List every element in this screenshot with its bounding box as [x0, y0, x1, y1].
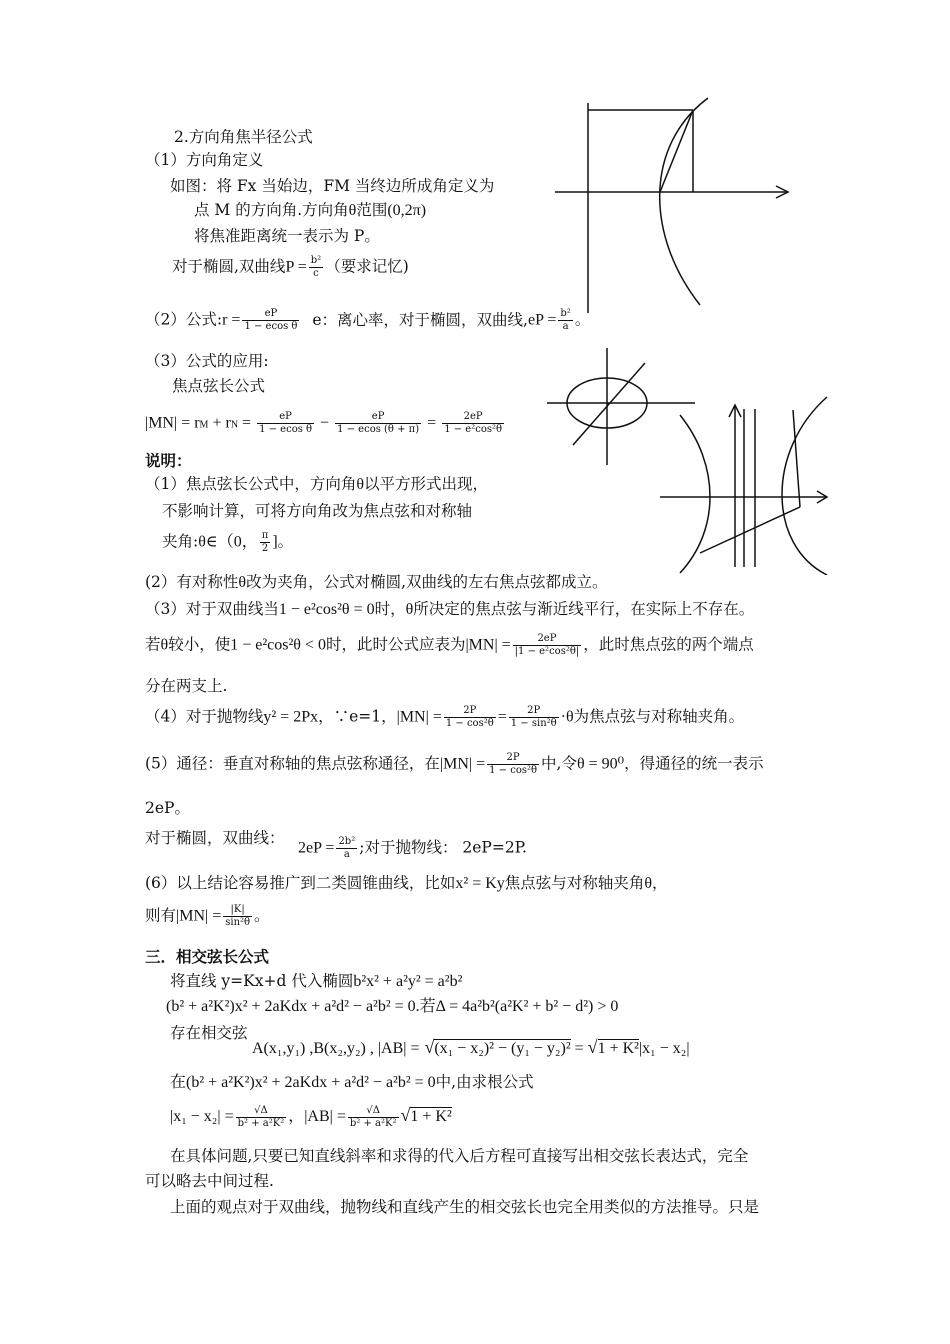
text: 若	[145, 635, 161, 654]
fraction: $\frac{\pi}{2}$	[261, 530, 269, 554]
paragraph-line: 对于椭圆，双曲线：	[145, 829, 285, 847]
paragraph-line	[170, 970, 462, 993]
section-title: 三．相交弦长公式	[145, 947, 270, 966]
paragraph-line: 2eP。	[145, 799, 190, 817]
paragraph-line	[145, 598, 754, 621]
hyperbola-left-branch	[680, 415, 710, 573]
theta: θ	[644, 875, 652, 892]
subscript: N	[230, 419, 239, 431]
text: 时，此时公式应表为	[325, 635, 466, 654]
formula: |MN| =	[176, 907, 222, 925]
formula: 1 + K²	[597, 1040, 639, 1057]
formula: −	[316, 414, 334, 432]
note-head: 说明：	[145, 451, 192, 470]
paragraph-line	[145, 904, 270, 929]
text: ，得通径的统一表示	[624, 754, 764, 773]
range: (0,2π)	[387, 202, 427, 219]
formula-line	[170, 1071, 534, 1094]
formula: (x₁ − x₂)² − (y₁ − y₂)²	[434, 1040, 571, 1057]
formula-line: A(x₁,y₁) ,B(x₂,y₂) , |AB| = √(x₁ − x₂)² − (y₁ − y₂)² = √1 + K²|x₁ − x₂|	[252, 1037, 690, 1057]
formula-line	[298, 836, 527, 861]
formula: eP =	[527, 311, 557, 329]
text: 中,令	[541, 754, 577, 773]
fraction: $\frac{|K|}{\text{sin²θ}}$	[225, 904, 251, 928]
paragraph-line	[162, 530, 293, 555]
text: e：离心率，对于椭圆，双曲线,	[312, 310, 528, 329]
fraction: $\frac{2eP}{\text{|1 − e²cos²θ|}}$	[514, 633, 580, 657]
text: （要求记忆)	[325, 257, 409, 276]
formula: A(x₁,y₁) ,B(x₂,y₂) , |AB| =	[252, 1040, 420, 1057]
focal-radius	[660, 110, 693, 192]
text: 夹角:	[162, 532, 199, 551]
theta: θ	[238, 574, 247, 591]
formula: ，|AB| =	[288, 1108, 346, 1125]
paragraph-line: 可以略去中间过程.	[145, 1172, 274, 1190]
paragraph-line: 不影响计算，可将方向角改为焦点弦和对称轴	[162, 502, 473, 520]
paragraph-line: 上面的观点对于双曲线，抛物线和直线产生的相交弦长也完全用类似的方法推导。只是	[170, 1198, 760, 1216]
focal-radius-figure	[550, 95, 800, 320]
formula: θ∈（0，	[198, 533, 258, 551]
text: ，	[651, 874, 668, 892]
chord-segment	[793, 410, 800, 507]
formula: |MN| = r	[145, 414, 200, 432]
hyperbola-right-branch	[782, 397, 827, 575]
text: ，∵e=1，	[318, 707, 397, 726]
paragraph-line: 如图：将 Fx 当始边，FM 当终边所成角定义为	[170, 177, 495, 195]
fraction: $\frac{2P}{\text{1 − cos²θ}}$	[445, 705, 494, 729]
fraction: $\frac{√\Delta}{\text{b² + a²K²}}$	[237, 1104, 285, 1129]
paragraph-line	[194, 199, 426, 222]
formula-line: |x₁ − x₂| = $\frac{√\Delta}{\text{b² + a²K²}}$ ，|AB| = $\frac{√\Delta}{\text{b² + a²K²}}$ √1 + K²	[170, 1104, 452, 1129]
subsection-sub: 焦点弦长公式	[172, 377, 266, 395]
fraction: $\frac{√\Delta}{\text{b² + a²K²}}$	[349, 1104, 397, 1129]
subsection-head: （3）公式的应用:	[145, 352, 269, 370]
subscript: M	[199, 419, 209, 431]
formula-line	[145, 308, 590, 333]
fraction: $\frac{\text{2b²}}{a}$	[338, 836, 356, 860]
formula: r =	[222, 311, 241, 329]
formula: ·θ	[560, 708, 574, 726]
subsection-head: （1）方向角定义	[145, 151, 264, 169]
fraction: $\frac{\text{b²}}{c}$	[310, 255, 322, 279]
text: (2）有对称性	[145, 573, 239, 591]
formula: θ = 90⁰	[576, 755, 625, 773]
formula: P =	[285, 258, 307, 276]
text: 。	[277, 532, 294, 551]
formula: =	[238, 414, 256, 432]
formula: |MN| =	[465, 636, 511, 654]
text: （3）对于双曲线当	[145, 600, 279, 618]
paragraph-line	[145, 473, 488, 496]
text: 对于椭圆,双曲线	[172, 257, 286, 276]
fraction: $\frac{2P}{\text{1 − sin²θ}}$	[510, 705, 557, 729]
formula-line	[145, 411, 506, 437]
paragraph-line: 分在两支上.	[145, 677, 228, 695]
fraction: $\frac{eP}{\text{1 − ecos θ}}$	[244, 308, 298, 332]
text: 。	[254, 906, 270, 925]
text: 以平方形式出现，	[364, 475, 489, 493]
text: ;对于抛物线： 2eP=2P.	[359, 838, 527, 857]
formula: =	[423, 414, 441, 432]
text: 则有	[145, 906, 177, 925]
text: 将直线 y=Kx+d 代入椭圆	[170, 972, 354, 990]
formula-line: (b² + a²K²)x² + 2aKdx + a²d² − a²b² = 0.若Δ = 4a²b²(a²K² + b² − d²) > 0	[166, 998, 619, 1015]
text: 所决定的焦点弦与渐近线平行，在实际上不存在。	[413, 600, 755, 618]
formula: 1 − e²cos²θ < 0	[230, 636, 326, 654]
text: (6）以上结论容易推广到二类圆锥曲线，比如	[145, 874, 456, 892]
focal-chord	[573, 363, 645, 445]
formula: y² = 2Px	[263, 708, 319, 726]
formula: |MN| =	[439, 755, 486, 773]
text: 点 M 的方向角.方向角	[194, 201, 349, 219]
fraction: $\frac{eP}{\text{1 − ecos θ}}$	[259, 411, 313, 435]
text: 。	[574, 310, 591, 329]
formula: 1 − e²cos²θ = 0	[278, 601, 375, 618]
text: ，此时焦点弦的两个端点	[583, 635, 754, 654]
focal-chord	[700, 507, 800, 553]
paragraph-line: 在具体问题,只要已知直线斜率和求得的代入后方程可直接写出相交弦长表达式，完全	[170, 1147, 749, 1165]
formula: + r	[208, 414, 231, 432]
formula: 1 + K²	[410, 1108, 452, 1125]
paragraph-line	[172, 255, 409, 280]
formula: |MN| =	[396, 708, 442, 726]
theta: θ	[348, 202, 357, 219]
paragraph-line: 将焦准距离统一表示为 P。	[194, 227, 380, 245]
paragraph-line: 存在相交弦	[170, 1024, 248, 1042]
hyperbola-figure	[655, 395, 835, 575]
formula: =	[570, 1040, 588, 1057]
paragraph-line	[145, 571, 608, 594]
formula: 2eP =	[298, 839, 335, 857]
fraction: $\frac{eP}{1 - ecos (\theta + \pi)}$	[337, 411, 420, 435]
text: 改为夹角，公式对椭圆,双曲线的左右焦点弦都成立。	[246, 573, 608, 591]
text: 中,由求根公式	[435, 1073, 534, 1091]
text: 时，	[374, 600, 406, 618]
theta: θ	[160, 636, 169, 654]
section-title: 2.方向角焦半径公式	[174, 128, 313, 146]
formula: |x₁ − x₂|	[638, 1040, 690, 1057]
text: （4）对于抛物线	[145, 707, 264, 726]
text: (5）通径：垂直对称轴的焦点弦称通径，在	[145, 754, 440, 773]
text: 范围	[356, 201, 388, 219]
text: （1）焦点弦长公式中，方向角	[145, 475, 357, 493]
text: 较小，使	[168, 635, 231, 654]
formula: ]	[272, 533, 278, 551]
paragraph-line: （4）对于抛物线y² = 2Px，∵e=1，|MN| = $\frac{2P}{\text{1 − cos²θ}}$ = $\frac{2P}{\text{1 − sin²θ}}$ ·θ为焦点弦与对称轴夹角。	[145, 705, 745, 729]
formula: 在(b² + a²K²)x² + 2aKdx + a²d² − a²b² = 0	[170, 1074, 436, 1091]
fraction: $\frac{2eP}{\text{1 − e²cos²θ}}$	[444, 411, 503, 435]
formula: b²x² + a²y² = a²b²	[353, 973, 463, 990]
fraction: $\frac{\text{b²}}{a}$	[560, 308, 571, 332]
paragraph-line	[145, 633, 754, 658]
theta: θ	[405, 601, 414, 618]
paragraph-line	[145, 752, 764, 777]
fraction: $\frac{2P}{\text{1 − cos²θ}}$	[489, 752, 538, 776]
text: 焦点弦与对称轴夹角	[504, 874, 645, 892]
conic-curve	[660, 98, 708, 305]
theta: θ	[356, 476, 365, 493]
text: 为焦点弦与对称轴夹角。	[573, 707, 745, 726]
text: （2）公式:	[145, 310, 223, 329]
paragraph-line	[145, 872, 668, 895]
formula: |x₁ − x₂| =	[170, 1108, 234, 1125]
formula: x² = Ky	[455, 875, 505, 892]
